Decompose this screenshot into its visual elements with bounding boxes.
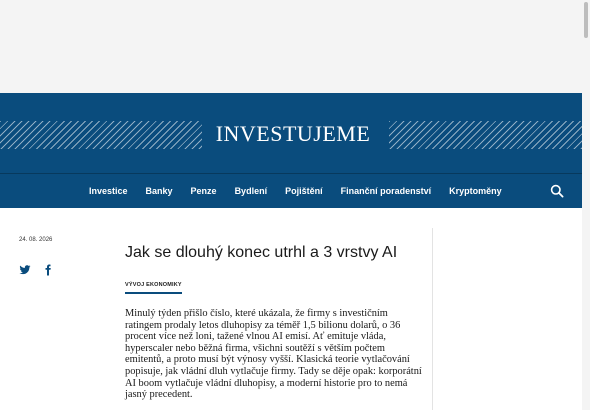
twitter-icon[interactable] xyxy=(19,263,31,275)
nav-item-banky[interactable]: Banky xyxy=(145,186,173,196)
top-blank-area xyxy=(0,0,582,93)
nav-item-pojisteni[interactable]: Pojištění xyxy=(285,186,323,196)
share-buttons xyxy=(19,263,54,275)
nav-divider xyxy=(0,173,582,174)
search-icon[interactable] xyxy=(550,184,564,198)
header-stripes-left xyxy=(0,121,202,149)
article-body: Minulý týden přišlo číslo, které ukázala, že firmy s investičním ratingem prodaly letos dluhopisy za téměř 1,5 bilionu dolarů, o 36 procent více než loni, tažené vlnou AI emisí. Ať emituje vláda, hyperscaler nebo běžná firma, všichni soutěží s větším počtem emitentů, a proto musí být výnosy vyšší. Klasická teorie vytlačování popisuje, jak vládní dluh vytlačuje firmy. Tady se děje opak: korporátní AI boom vytlačuje vládní dluhopisy, a moderní historie pro to nemá jasný precedent. xyxy=(125,308,422,401)
nav-item-bydleni[interactable]: Bydlení xyxy=(234,186,268,196)
nav-item-financni-poradenstvi[interactable]: Finanční poradenství xyxy=(340,186,432,196)
article-title: Jak se dlouhý konec utrhl a 3 vrstvy AI xyxy=(125,244,398,261)
article-date: 24. 08. 2026 xyxy=(19,237,53,243)
nav-item-kryptomeny[interactable]: Kryptoměny xyxy=(449,186,502,196)
facebook-icon[interactable] xyxy=(42,263,54,275)
site-logo[interactable]: INVESTUJEME xyxy=(215,121,371,146)
site-header xyxy=(0,93,582,208)
scrollbar[interactable] xyxy=(582,0,590,410)
nav-item-investice[interactable]: Investice xyxy=(89,186,128,196)
category-tag[interactable]: VÝVOJ EKONOMIKY xyxy=(125,282,182,294)
nav-item-penze[interactable]: Penze xyxy=(190,186,217,196)
sidebar-divider xyxy=(432,228,433,410)
main-nav xyxy=(80,179,511,203)
scrollbar-thumb[interactable] xyxy=(584,2,588,38)
article xyxy=(125,242,425,411)
header-stripes-right xyxy=(389,121,582,149)
